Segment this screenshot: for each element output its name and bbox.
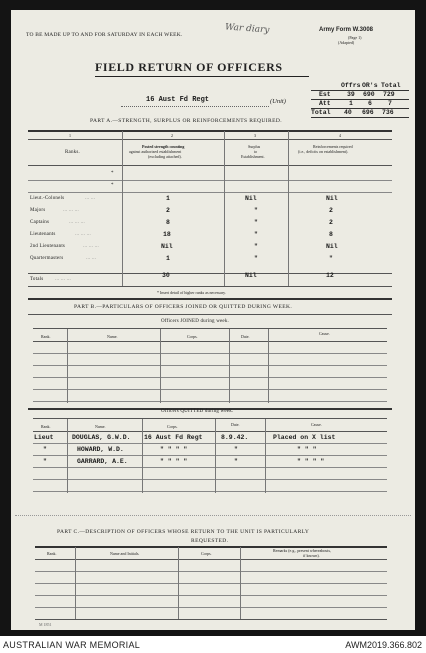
col-divider	[75, 547, 76, 619]
col-header-surplus-2: to	[254, 149, 258, 154]
document-page	[11, 10, 415, 630]
posted-value: 2	[166, 207, 170, 214]
posted-value: 1	[166, 195, 170, 202]
col-number-4: 4	[339, 133, 341, 138]
totals-header-offrs: Offrs	[341, 82, 361, 89]
col-header-reinf-2: (i.e., deficits on establishment).	[298, 149, 349, 154]
quitted-date: "	[234, 458, 238, 465]
col-header-rank: Rank.	[47, 551, 57, 556]
leader-dots: ... ...	[85, 196, 96, 201]
table-rule	[33, 328, 387, 329]
table-rule	[33, 353, 387, 354]
table-rule	[35, 583, 387, 584]
leader-dots: ... ... ...	[83, 244, 99, 249]
rank-label: Captains	[30, 220, 50, 225]
totals-row-est-offrs: 39	[347, 91, 355, 98]
section-rule	[28, 314, 392, 315]
leader-dots: ... ... ...	[69, 220, 85, 225]
table-rule	[35, 619, 387, 620]
quitted-name: GARRARD, A.E.	[77, 458, 128, 465]
totals-row-total-label: Total	[311, 109, 331, 116]
leader-dots: ... ...	[86, 256, 97, 261]
posted-value: 1	[166, 255, 170, 262]
table-rule	[33, 418, 387, 419]
table-rule	[33, 479, 387, 480]
col-header-date: Date.	[231, 422, 240, 427]
table-rule	[28, 192, 392, 193]
star-row-1: *	[111, 171, 114, 176]
quitted-corps: " " " "	[160, 446, 188, 453]
quitted-title: Officers QUITTED during week.	[161, 409, 234, 414]
quitted-name: DOUGLAS, G.W.D.	[72, 434, 131, 441]
col-header-corps: Corps.	[167, 424, 178, 429]
col-header-name: Name.	[95, 424, 106, 429]
totals-reinf: 12	[326, 272, 334, 279]
leader-dots: ... ... ...	[55, 277, 71, 282]
col-header-name: Name.	[107, 334, 118, 339]
rank-label: Lieut.-Colonels	[30, 196, 65, 201]
col-header-reinf-1: Reinforcements required	[313, 144, 353, 149]
totals-header-ors: OR's	[362, 82, 378, 89]
page-note: (Page 1)	[348, 35, 362, 40]
posted-value: 18	[163, 231, 171, 238]
totals-row-att-total: 7	[388, 100, 392, 107]
fold-line	[15, 515, 411, 516]
col-number-2: 2	[171, 133, 173, 138]
table-rule	[28, 180, 392, 181]
totals-row-att-label: Att	[319, 100, 331, 107]
col-divider	[240, 547, 241, 619]
form-title: FIELD RETURN OF OFFICERS	[95, 60, 283, 74]
rank-label: Lieutenants	[30, 232, 56, 237]
reinf-value: Nil	[326, 243, 338, 250]
surplus-value: "	[254, 243, 258, 250]
col-header-corps: Corps.	[201, 551, 212, 556]
table-rule	[33, 365, 387, 366]
quitted-cause: " " " "	[297, 458, 325, 465]
quitted-name: HOWARD, W.D.	[77, 446, 124, 453]
surplus-value: Nil	[245, 195, 257, 202]
caption-bar	[0, 636, 426, 653]
quitted-cause: " " "	[297, 446, 317, 453]
leader-dots: ... ... ...	[75, 232, 91, 237]
totals-row-total-ors: 696	[362, 109, 374, 116]
accession-number: AWM2019.366.802	[345, 640, 422, 650]
totals-row-est-total: 729	[383, 91, 395, 98]
rank-label: Majors	[30, 208, 46, 213]
table-rule	[33, 401, 387, 402]
col-divider	[215, 419, 216, 493]
quitted-rank: "	[43, 458, 47, 465]
table-rule	[35, 595, 387, 596]
title-underline	[95, 76, 309, 77]
quitted-rank: "	[43, 446, 47, 453]
col-divider	[122, 131, 123, 286]
surplus-value: "	[254, 255, 258, 262]
totals-rule	[311, 117, 409, 118]
col-header-cause: Cause.	[311, 422, 322, 427]
totals-row-att-ors: 6	[368, 100, 372, 107]
unit-name: 16 Aust Fd Regt	[146, 96, 210, 104]
posted-value: 8	[166, 219, 170, 226]
col-divider	[288, 131, 289, 286]
quitted-date: "	[234, 446, 238, 453]
rank-label: 2nd Lieutenants	[30, 244, 66, 249]
totals-label: Totals	[30, 277, 44, 282]
col-divider	[67, 419, 68, 493]
col-divider	[229, 329, 230, 403]
surplus-value: "	[254, 207, 258, 214]
col-divider	[268, 329, 269, 403]
reinf-value: "	[329, 255, 333, 262]
col-number-1: 1	[69, 133, 71, 138]
table-rule	[28, 165, 392, 166]
unit-dotted-line	[121, 106, 269, 107]
star-row-2: *	[111, 183, 114, 188]
col-divider	[142, 419, 143, 493]
col-number-3: 3	[254, 133, 256, 138]
col-header-remarks-1: Remarks (e.g., present whereabouts,	[273, 548, 332, 553]
table-rule	[33, 389, 387, 390]
top-note: TO BE MADE UP TO AND FOR SATURDAY IN EACH WEEK.	[26, 32, 183, 38]
table-rule	[28, 139, 392, 140]
unit-label: (Unit)	[270, 98, 286, 105]
table-rule	[35, 571, 387, 572]
totals-row-total-offrs: 40	[344, 109, 352, 116]
table-rule	[28, 286, 392, 287]
table-rule	[35, 559, 387, 560]
print-code: M 1851	[39, 622, 52, 627]
col-header-rank: Rank.	[41, 334, 51, 339]
handwritten-note: War diary	[224, 22, 270, 36]
table-rule	[28, 130, 392, 132]
col-header-ranks: Ranks.	[65, 150, 80, 155]
table-rule	[28, 273, 392, 274]
quitted-corps: 16 Aust Fd Regt	[144, 434, 203, 441]
col-header-remarks-2: if known).	[303, 553, 320, 558]
form-number: Army Form W.3008	[319, 27, 374, 33]
part-a-footnote: * Insert detail of higher ranks as necessary.	[157, 290, 226, 295]
part-c-title-2: REQUESTED.	[191, 538, 229, 544]
quitted-rank: Lieut	[34, 434, 54, 441]
col-header-date: Date.	[241, 334, 250, 339]
table-rule	[33, 431, 387, 432]
adapted-note: (Adapted)	[338, 40, 355, 45]
posted-value: Nil	[161, 243, 173, 250]
col-header-posted-3: (excluding attached).	[148, 154, 182, 159]
totals-row-att-offrs: 1	[349, 100, 353, 107]
part-b-title: PART B.—PARTICULARS OF OFFICERS JOINED OR QUITTED DURING WEEK.	[74, 304, 293, 310]
surplus-value: "	[254, 219, 258, 226]
reinf-value: 2	[329, 207, 333, 214]
col-header-rank: Rank.	[41, 424, 51, 429]
joined-title: Officers JOINED during week.	[161, 319, 229, 324]
rank-label: Quartermasters	[30, 256, 64, 261]
table-rule	[33, 455, 387, 456]
reinf-value: Nil	[326, 195, 338, 202]
table-rule	[33, 443, 387, 444]
leader-dots: ... ... ...	[63, 208, 79, 213]
table-rule	[33, 467, 387, 468]
table-rule	[33, 341, 387, 342]
totals-header-total: Total	[381, 82, 401, 89]
reinf-value: 8	[329, 231, 333, 238]
quitted-cause: Placed on X list	[273, 434, 336, 441]
totals-row-total-total: 736	[382, 109, 394, 116]
section-rule	[28, 298, 392, 300]
col-divider	[160, 329, 161, 403]
totals-surplus: Nil	[245, 272, 257, 279]
table-rule	[35, 607, 387, 608]
table-rule	[35, 546, 387, 548]
quitted-date: 8.9.42.	[221, 434, 249, 441]
quitted-corps: " " " "	[160, 458, 188, 465]
totals-row-est-ors: 690	[363, 91, 375, 98]
table-rule	[33, 491, 387, 492]
reinf-value: 2	[329, 219, 333, 226]
col-divider	[178, 547, 179, 619]
col-divider	[265, 419, 266, 493]
col-divider	[224, 131, 225, 286]
col-header-cause: Cause.	[319, 331, 330, 336]
part-c-title-1: PART C.—DESCRIPTION OF OFFICERS WHOSE RETURN TO THE UNIT IS PARTICULARLY	[57, 529, 310, 535]
institution-label: AUSTRALIAN WAR MEMORIAL	[3, 640, 141, 650]
col-header-surplus-3: Establishment.	[241, 154, 265, 159]
table-rule	[33, 377, 387, 378]
totals-row-est-label: Est	[319, 91, 331, 98]
totals-posted: 30	[162, 272, 170, 279]
part-a-title: PART A.—STRENGTH, SURPLUS OR REINFORCEMENTS REQUIRED.	[90, 118, 283, 124]
col-header-corps: Corps.	[187, 334, 198, 339]
surplus-value: "	[254, 231, 258, 238]
col-header-posted-2: against authorized establishment	[129, 149, 182, 154]
col-divider	[67, 329, 68, 403]
col-header-name: Name and Initials.	[110, 551, 140, 556]
col-header-surplus-1: Surplus	[248, 144, 261, 149]
col-header-posted-1: Posted strength counting	[142, 144, 185, 149]
